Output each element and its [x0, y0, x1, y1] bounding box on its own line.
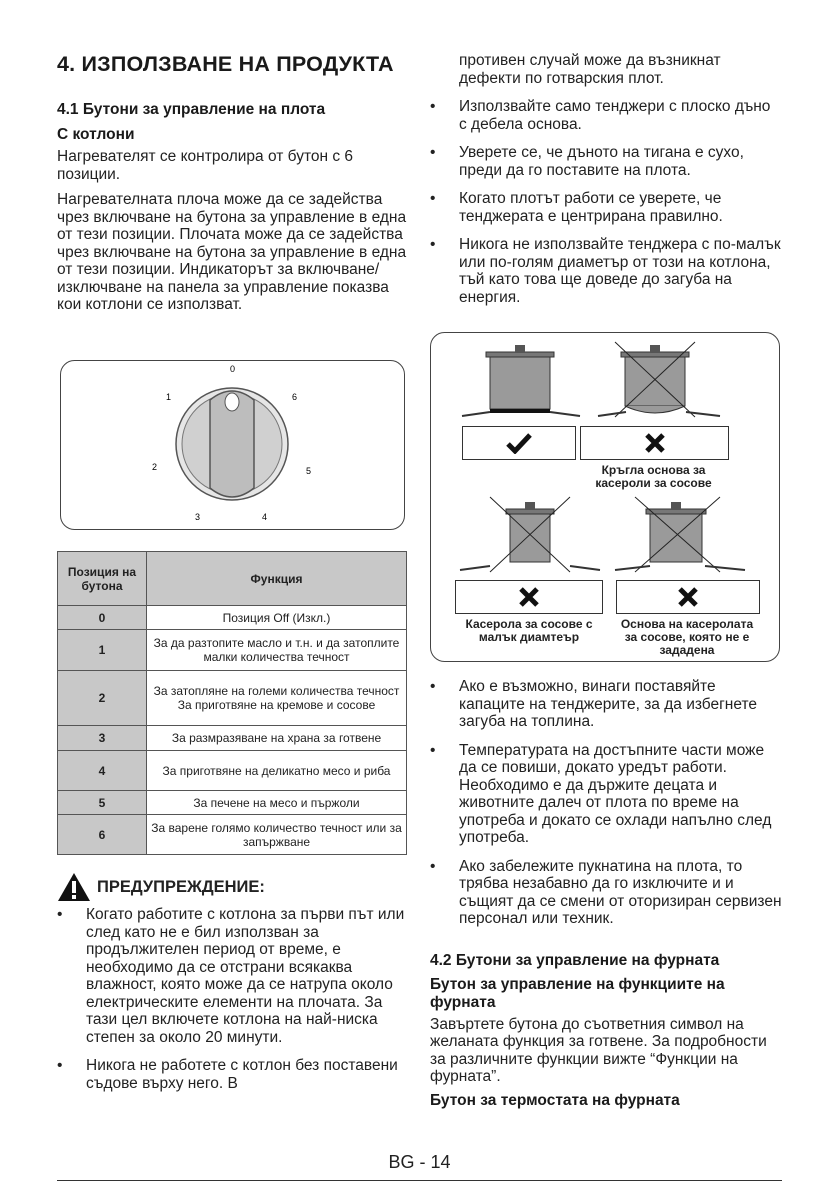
table-row — [58, 791, 407, 815]
list-item: • Ако забележите пукнатина на плота, то трябва незабавно да го изключите и и същият да се смени от оторизиран сервизен персонал или техник. — [430, 858, 782, 928]
footer-divider — [57, 1180, 782, 1181]
oven-function-para: Завъртете бутона до съответния символ на желаната функция за готвене. За подробности за различните функции вижте “Функции на фурната”. — [430, 1015, 767, 1085]
table-header-row — [58, 552, 407, 606]
right-column-top — [430, 52, 782, 317]
table-cell-position: 6 — [58, 815, 147, 855]
warning-item: • Никога не работете с котлон без поставени съдове върху него. В — [57, 1057, 407, 1092]
page-number: BG - 14 — [388, 1152, 451, 1172]
hob-para-2: Нагревателната плоча може да се задейства чрез включване на бутона за управление в една от тези позиции. Плочата може да се задейства чрез включване на бутона за управление в една от тези позиции. Индикаторът за включване/изключване на панела за управление показва кои котлони се използват. — [57, 191, 407, 313]
knob-label-5: 5 — [306, 466, 312, 476]
table-row — [58, 751, 407, 791]
list-item: • Ако е възможно, винаги поставяйте капаците на тенджерите, за да избегнете загуба на топлина. — [430, 678, 782, 731]
table-cell-position: 5 — [58, 791, 147, 815]
list-item: • Температурата на достъпните части може да се повиши, докато уредът работи. Необходимо е да държите децата и животните далеч от плота по време на употреба и докато се охлади напълно след употреба. — [430, 742, 782, 847]
table-cell-function: За да разтопите масло и т.н. и да затоплите малки количества течност — [147, 630, 407, 671]
cross-icon — [518, 586, 540, 608]
warning-list — [57, 906, 407, 1092]
knob-label-2: 2 — [152, 462, 158, 472]
table-row — [58, 815, 407, 855]
knob-function-table — [57, 551, 407, 855]
pan-tips-list — [430, 98, 782, 306]
knob-figure — [60, 360, 405, 530]
table-row — [58, 606, 407, 630]
table-cell-function: За приготвяне на деликатно месо и риба — [147, 751, 407, 791]
caption-small-diameter: Касерола за сосове с малък диамтеър — [465, 617, 593, 644]
table-cell-position: 2 — [58, 671, 147, 726]
table-cell-position: 1 — [58, 630, 147, 671]
subsection-title-oven: 4.2 Бутони за управление на фурната — [430, 951, 720, 969]
table-cell-position: 4 — [58, 751, 147, 791]
warning-title: ПРЕДУПРЕЖДЕНИЕ: — [97, 877, 265, 896]
list-item: • Когато плотът работи се уверете, че тенджерата е центрирана правилно. — [430, 190, 782, 225]
wrong-box-small — [455, 580, 603, 614]
warning-item: • Когато работите с котлона за първи път или след като не е бил използван за продължителен период от време, е необходимо да се отстрани всякаква влажност, която може да се натрупа около електрическите елементи на плочата. За тази цел включете котлона на най-ниска степен за около 20 минути. — [57, 906, 407, 1046]
knob-label-3: 3 — [195, 512, 201, 522]
table-row — [58, 630, 407, 671]
warning-triangle-icon — [57, 872, 91, 902]
table-cell-function: За размразяване на храна за готвене — [147, 726, 407, 751]
hob-heading: С котлони — [57, 126, 135, 143]
wrong-box-round — [580, 426, 729, 460]
list-item: • Използвайте само тенджери с плоско дъно с дебела основа. — [430, 98, 782, 133]
table-cell-function: Позиция Off (Изкл.) — [147, 606, 407, 630]
knob-label-4: 4 — [262, 512, 268, 522]
wrong-box-base — [616, 580, 760, 614]
hob-para-1: Нагревателят се контролира от бутон с 6 позиции. — [57, 148, 354, 183]
continued-text: противен случай може да възникнат дефекти по готварския плот. — [459, 52, 721, 87]
warning-heading — [57, 872, 407, 902]
table-cell-function: За печене на месо и пържоли — [147, 791, 407, 815]
correct-box — [462, 426, 576, 460]
thermostat-heading: Бутон за термостата на фурната — [430, 1091, 680, 1109]
cross-icon — [677, 586, 699, 608]
warning-block — [57, 872, 407, 1103]
caption-base-unset: Основа на касеролата за сосове, която не е зададена — [620, 617, 754, 657]
knob-label-1: 1 — [166, 392, 172, 402]
table-cell-function: За затопляне на големи количества течност За приготвяне на кремове и сосове — [147, 671, 407, 726]
subsection-title-hob: 4.1 Бутони за управление на плота — [57, 101, 326, 118]
knob-label-0: 0 — [230, 364, 236, 374]
table-header-position: Позиция на бутона — [58, 552, 147, 606]
left-column — [57, 52, 407, 314]
check-icon — [506, 432, 532, 454]
list-item: • Никога не използвайте тенджера с по-малък или по-голям диаметър от този на котлона, тъй като това ще доведе до загуба на енергия. — [430, 236, 782, 306]
caption-round-base: Кръгла основа за касероли за сосове — [595, 463, 712, 490]
table-row — [58, 726, 407, 751]
list-item: • Уверете се, че дъното на тигана е сухо, преди да го поставите на плота. — [430, 144, 782, 179]
table-header-function: Функция — [147, 552, 407, 606]
section-title: 4. ИЗПОЛЗВАНЕ НА ПРОДУКТА — [57, 52, 394, 76]
table-row — [58, 671, 407, 726]
pan-figure — [430, 332, 780, 662]
cross-icon — [644, 432, 666, 454]
right-column-bottom — [430, 678, 782, 1110]
table-cell-position: 0 — [58, 606, 147, 630]
safety-list — [430, 678, 782, 928]
knob-label-6: 6 — [292, 392, 298, 402]
table-cell-function: За варене голямо количество течност или за запържване — [147, 815, 407, 855]
oven-function-heading: Бутон за управление на функциите на фурната — [430, 975, 725, 1011]
table-cell-position: 3 — [58, 726, 147, 751]
knob-illustration — [60, 360, 405, 530]
